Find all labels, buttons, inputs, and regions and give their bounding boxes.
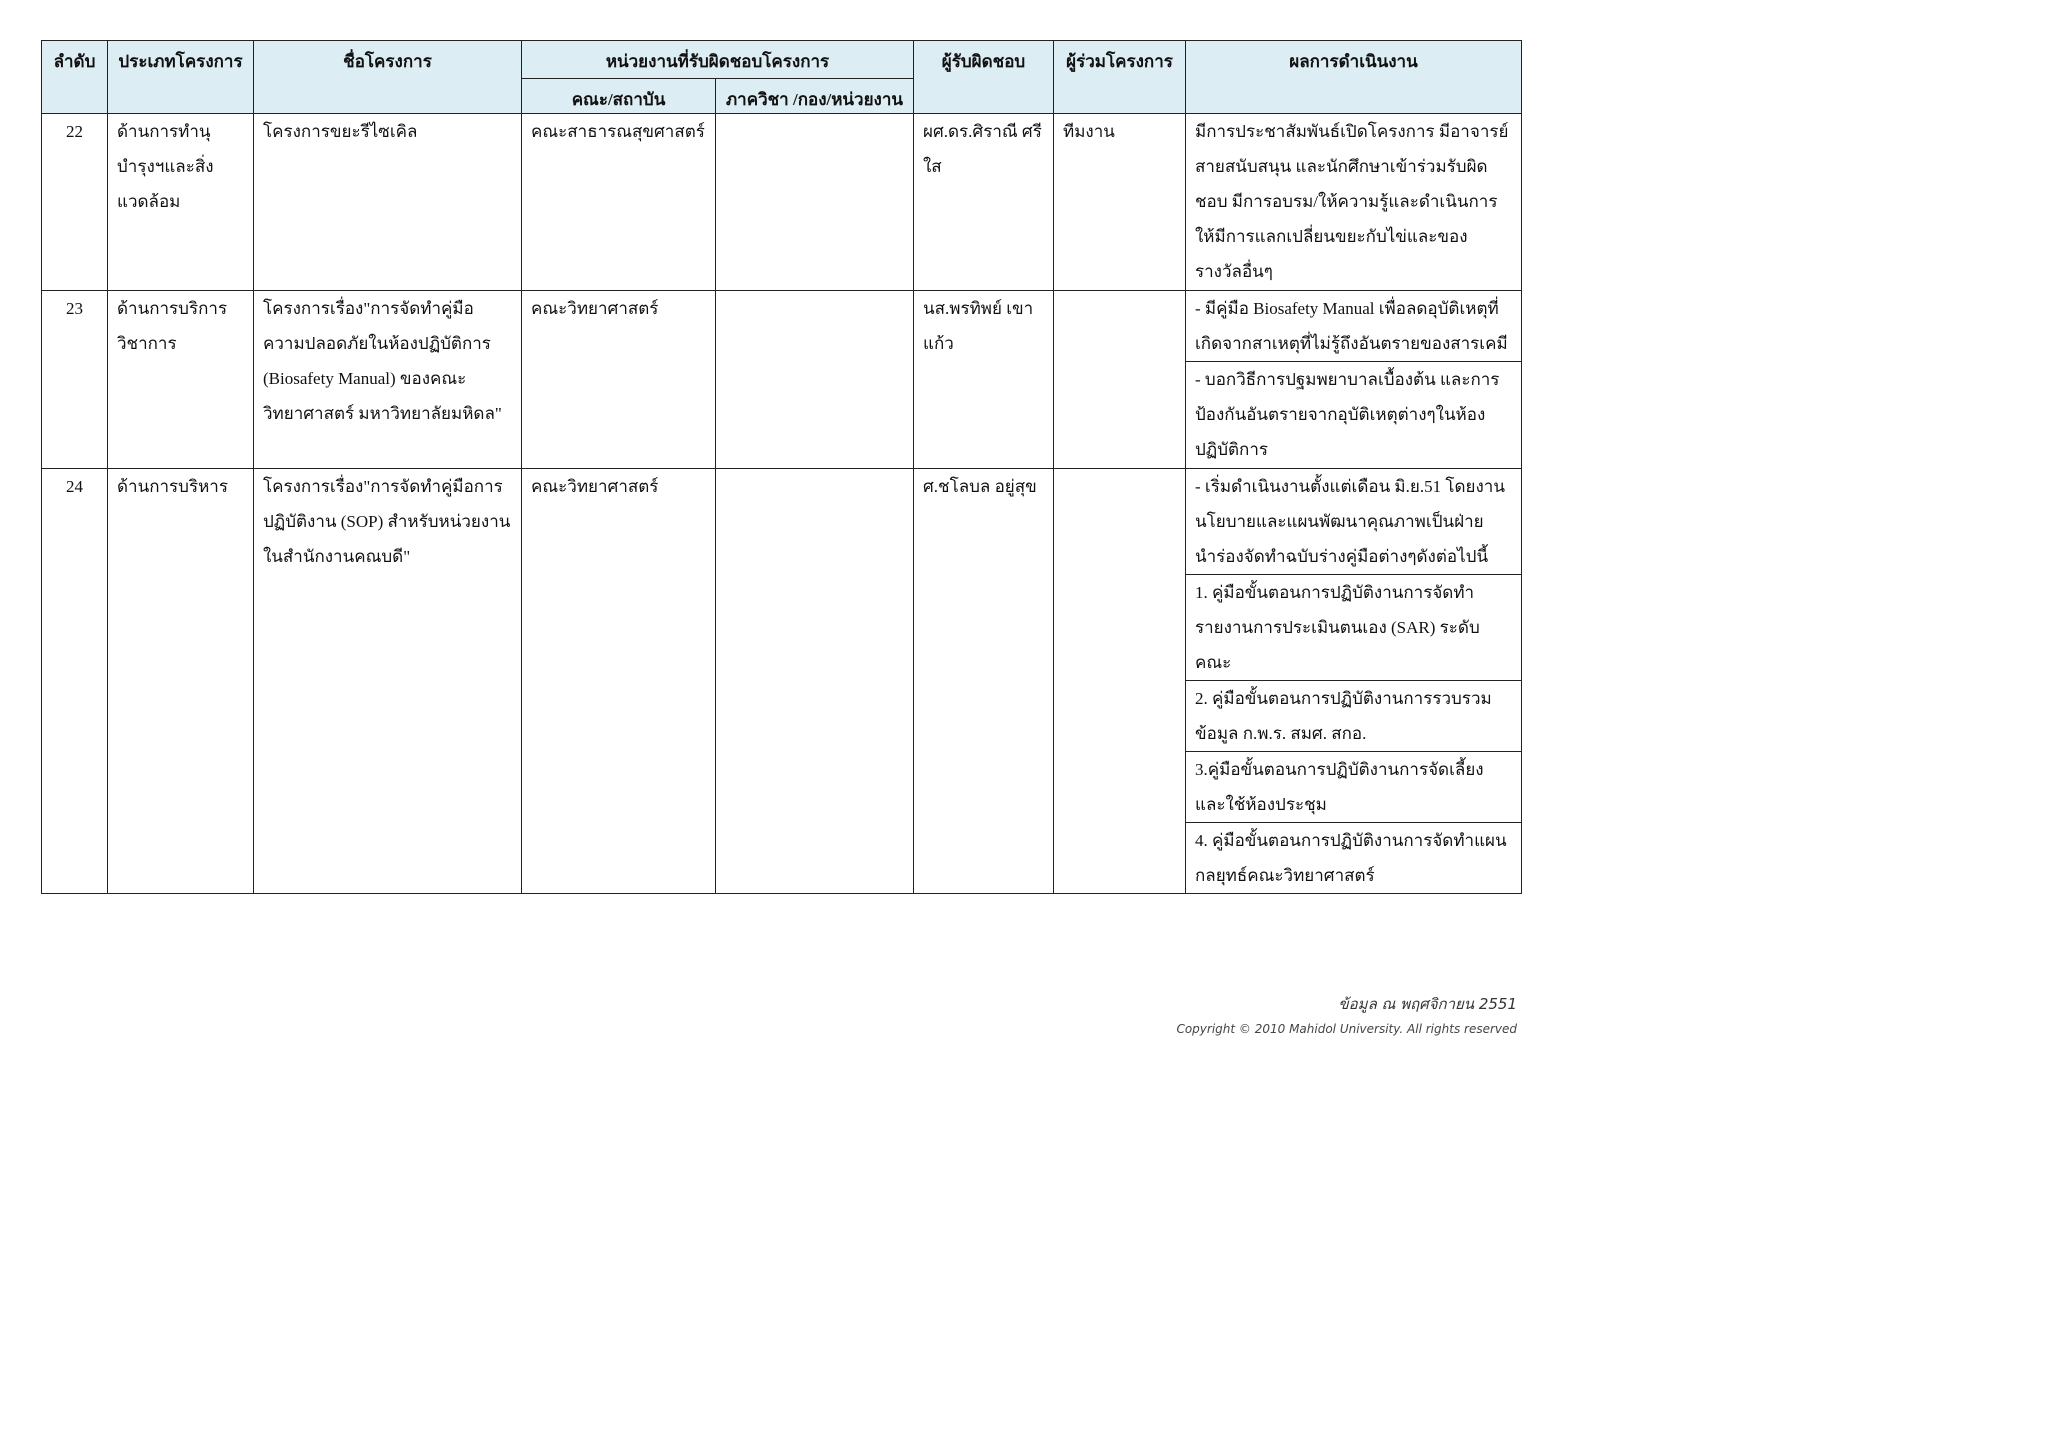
header-owner: ผู้รับผิดชอบ (914, 41, 1054, 114)
row-project-name: โครงการเรื่อง"การจัดทำคู่มือการปฏิบัติงาน (SOP) สำหรับหน่วยงานในสำนักงานคณบดี" (254, 469, 522, 894)
row-faculty: คณะสาธารณสุขศาสตร์ (522, 114, 716, 291)
row-number: 23 (42, 291, 108, 469)
data-date-note: ข้อมูล ณ พฤศจิกายน 2551 (1338, 995, 1517, 1013)
header-faculty: คณะ/สถาบัน (522, 79, 716, 114)
row-partner (1054, 469, 1186, 894)
row-results (1186, 291, 1522, 469)
header-project-name: ชื่อโครงการ (254, 41, 522, 114)
header-partner: ผู้ร่วมโครงการ (1054, 41, 1186, 114)
projects-table (41, 40, 1522, 894)
row-owner: ผศ.ดร.ศิราณี ศรีใส (914, 114, 1054, 291)
table-row (42, 114, 1522, 291)
header-responsible-unit: หน่วยงานที่รับผิดชอบโครงการ (522, 41, 914, 79)
row-department (716, 114, 914, 291)
row-project-type: ด้านการทำนุบำรุงฯและสิ่งแวดล้อม (108, 114, 254, 291)
row-department (716, 469, 914, 894)
result-item: 4. คู่มือขั้นตอนการปฏิบัติงานการจัดทำแผนกลยุทธ์คณะวิทยาศาสตร์ (1195, 831, 1507, 885)
table-row (42, 291, 1522, 469)
copyright-notice: Copyright © 2010 Mahidol University. All rights reserved (1176, 1022, 1517, 1036)
result-item: 2. คู่มือขั้นตอนการปฏิบัติงานการรวบรวมข้อมูล ก.พ.ร. สมศ. สกอ. (1186, 681, 1521, 752)
row-results (1186, 469, 1522, 894)
row-number: 22 (42, 114, 108, 291)
header-result: ผลการดำเนินงาน (1186, 41, 1522, 114)
row-project-type: ด้านการบริการวิชาการ (108, 291, 254, 469)
header-project-type: ประเภทโครงการ (108, 41, 254, 114)
row-project-type: ด้านการบริหาร (108, 469, 254, 894)
row-faculty: คณะวิทยาศาสตร์ (522, 291, 716, 469)
result-item: - บอกวิธีการปฐมพยาบาลเบื้องต้น และการป้องกันอันตรายจากอุบัติเหตุต่างๆในห้องปฏิบัติการ (1195, 370, 1500, 459)
row-partner: ทีมงาน (1054, 114, 1186, 291)
table-row (42, 469, 1522, 894)
row-partner (1054, 291, 1186, 469)
row-results (1186, 114, 1522, 291)
result-item: 3.คู่มือขั้นตอนการปฏิบัติงานการจัดเลี้ยงและใช้ห้องประชุม (1186, 752, 1521, 823)
row-owner: ศ.ชโลบล อยู่สุข (914, 469, 1054, 894)
row-project-name: โครงการขยะรีไซเคิล (254, 114, 522, 291)
result-item: มีการประชาสัมพันธ์เปิดโครงการ มีอาจารย์สายสนับสนุน และนักศึกษาเข้าร่วมรับผิดชอบ มีการอบรม/ให้ความรู้และดำเนินการให้มีการแลกเปลี่ยนขยะกับไข่และของรางวัลอื่นๆ (1195, 122, 1509, 281)
header-department: ภาควิชา /กอง/หน่วยงาน (716, 79, 914, 114)
row-project-name: โครงการเรื่อง"การจัดทำคู่มือความปลอดภัยในห้องปฏิบัติการ (Biosafety Manual) ของคณะวิทยาศาสตร์ มหาวิทยาลัยมหิดล" (254, 291, 522, 469)
row-number: 24 (42, 469, 108, 894)
row-owner: นส.พรทิพย์ เขาแก้ว (914, 291, 1054, 469)
row-department (716, 291, 914, 469)
result-item: - มีคู่มือ Biosafety Manual เพื่อลดอุบัติเหตุที่เกิดจากสาเหตุที่ไม่รู้ถึงอันตรายของสารเคมี (1186, 291, 1521, 362)
result-item: - เริ่มดำเนินงานตั้งแต่เดือน มิ.ย.51 โดยงานนโยบายและแผนพัฒนาคุณภาพเป็นฝ่ายนำร่องจัดทำฉบับร่างคู่มือต่างๆดังต่อไปนี้ (1186, 469, 1521, 575)
row-faculty: คณะวิทยาศาสตร์ (522, 469, 716, 894)
result-item: 1. คู่มือขั้นตอนการปฏิบัติงานการจัดทำรายงานการประเมินตนเอง (SAR) ระดับคณะ (1186, 575, 1521, 681)
header-order: ลำดับ (42, 41, 108, 114)
